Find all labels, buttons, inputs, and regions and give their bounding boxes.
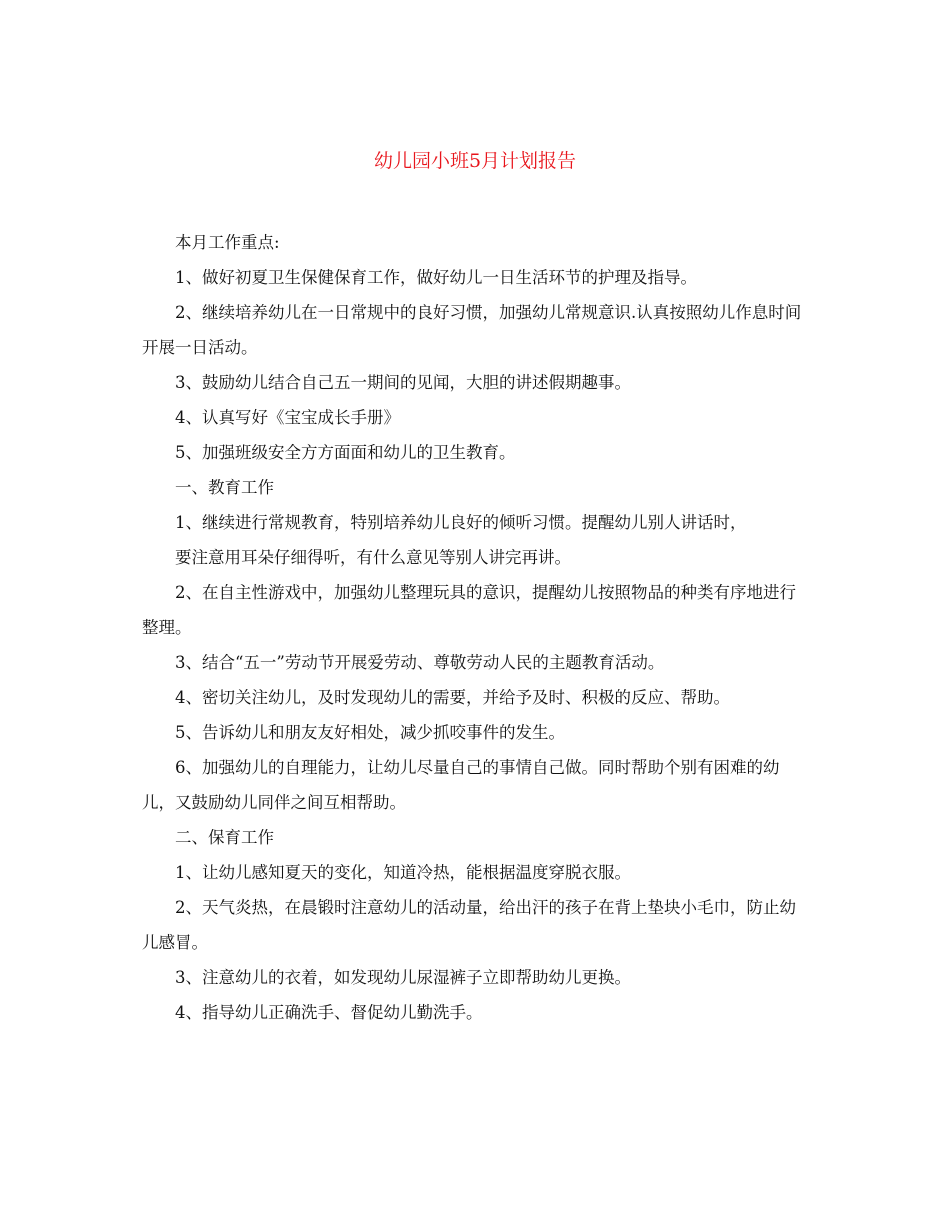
paragraph: 1、继续进行常规教育，特别培养幼儿良好的倾听习惯。提醒幼儿别人讲话时， (175, 513, 747, 532)
paragraph: 3、鼓励幼儿结合自己五一期间的见闻，大胆的讲述假期趣事。 (175, 373, 631, 392)
paragraph: 1、做好初夏卫生保健保育工作，做好幼儿一日生活环节的护理及指导。 (175, 268, 697, 287)
paragraph: 1、让幼儿感知夏天的变化，知道冷热，能根据温度穿脱衣服。 (175, 863, 631, 882)
paragraph: 2、在自主性游戏中，加强幼儿整理玩具的意识，提醒幼儿按照物品的种类有序地进行整理。 (142, 583, 796, 637)
paragraph: 5、告诉幼儿和朋友友好相处，减少抓咬事件的发生。 (175, 723, 565, 742)
paragraph: 3、结合“五一”劳动节开展爱劳动、尊敬劳动人民的主题教育活动。 (175, 653, 665, 672)
section-heading: 二、保育工作 (175, 828, 274, 847)
paragraph: 4、认真写好《宝宝成长手册》 (175, 408, 400, 427)
paragraph: 本月工作重点: (175, 233, 280, 252)
paragraph: 要注意用耳朵仔细得听，有什么意见等别人讲完再讲。 (175, 548, 571, 567)
paragraph: 5、加强班级安全方方面面和幼儿的卫生教育。 (175, 443, 516, 462)
document-title: 幼儿园小班5月计划报告 (373, 150, 577, 172)
paragraph: 4、指导幼儿正确洗手、督促幼儿勤洗手。 (175, 1003, 483, 1022)
paragraph: 3、注意幼儿的衣着，如发现幼儿尿湿裤子立即帮助幼儿更换。 (175, 968, 631, 987)
section-heading: 一、教育工作 (175, 478, 274, 497)
document-body (142, 225, 810, 1030)
paragraph: 2、继续培养幼儿在一日常规中的良好习惯，加强幼儿常规意识.认真按照幼儿作息时间开展一日活动。 (142, 303, 802, 357)
paragraph: 4、密切关注幼儿，及时发现幼儿的需要，并给予及时、积极的反应、帮助。 (175, 688, 730, 707)
paragraph: 2、天气炎热，在晨锻时注意幼儿的活动量，给出汗的孩子在背上垫块小毛巾，防止幼儿感冒。 (142, 898, 796, 952)
paragraph: 6、加强幼儿的自理能力，让幼儿尽量自己的事情自己做。同时帮助个别有困难的幼儿，又鼓励幼儿同伴之间互相帮助。 (142, 758, 780, 812)
